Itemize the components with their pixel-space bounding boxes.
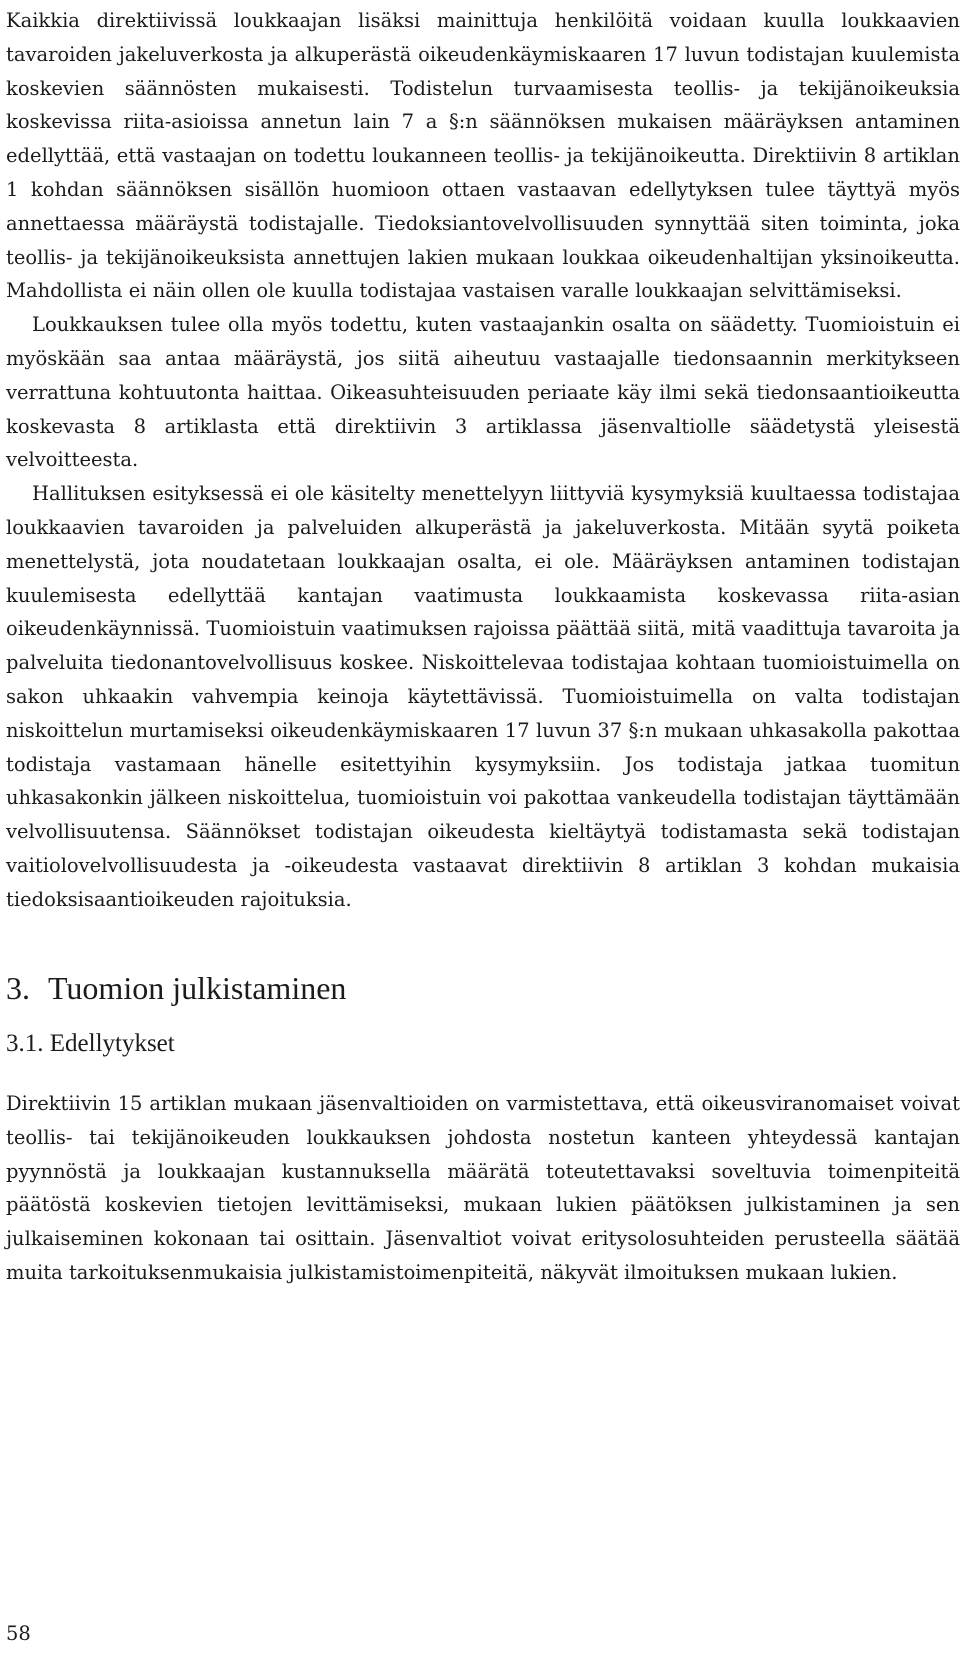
page-number: 58: [6, 1622, 31, 1645]
section-title: Tuomion julkistaminen: [48, 969, 347, 1006]
subsection-heading: [6, 1029, 960, 1059]
paragraph-article-15: Direktiivin 15 artiklan mukaan jäsenvaltioiden on varmistettava, että oikeusviranomaiset voivat teollis- tai tekijänoikeuden loukkauksen johdosta nostetun kanteen yhteydessä kantajan pyynnöstä ja loukkaajan kustannuksella määrätä toteutettavaksi soveltuvia toimenpiteitä päätöstä koskevien tietojen levittämiseksi, mukaan lukien päätöksen julkistaminen ja sen julkaiseminen kokonaan tai osittain. Jäsenvaltiot voivat eritysolosuhteiden perusteella säätää muita tarkoituksenmukaisia julkistamistoimenpiteitä, näkyvät ilmoituksen mukaan lukien.: [6, 1091, 960, 1284]
paragraph-procedure: Hallituksen esityksessä ei ole käsitelty menettelyyn liittyviä kysymyksiä kuultaessa todistajaa loukkaavien tavaroiden ja palveluiden alkuperästä ja jakeluverkosta. Mitään syytä poiketa menettelystä, jota noudatetaan loukkaajan osalta, ei ole. Määräyksen antaminen todistajan kuulemisesta edellyttää kantajan vaatimusta loukkaamista koskevassa riita-asian oikeudenkäynnissä. Tuomioistuin vaatimuksen rajoissa päättää siitä, mitä vaadittuja tavaroita ja palveluita tiedonantovelvollisuus koskee. Niskoittelevaa todistajaa kohtaan tuomioistuimella on sakon uhkaakin vahvempia keinoja käytettävissä. Tuomioistuimella on valta todistajan niskoittelun murtamiseksi oikeudenkäymiskaaren 17 luvun 37 §:n mukaan uhkasakolla pakottaa todistaja vastamaan hänelle esitettyihin kysymyksiin. Jos todistaja jatkaa tuomitun uhkasakonkin jälkeen niskoittelua, tuomioistuin voi pakottaa vankeudella todistajan täyttämään velvollisuutensa. Säännökset todistajan oikeudesta kieltäytyä todistamasta sekä todistajan vaitiolovelvollisuudesta ja -oikeudesta vastaavat direktiivin 8 artiklan 3 kohdan mukaisia tiedoksisaantioikeuden rajoituksia.: [6, 482, 960, 911]
paragraph-witness-hearing: Kaikkia direktiivissä loukkaajan lisäksi mainittuja henkilöitä voidaan kuulla loukkaavien tavaroiden jakeluverkosta ja alkuperästä oikeudenkäymiskaaren 17 luvun todistajan kuulemista koskevien säännösten mukaisesti. Todistelun turvaamisesta teollis- ja tekijänoikeuksia koskevissa riita-asioissa annetun lain 7 a §:n säännöksen mukaisen määräyksen antaminen edellyttää, että vastaajan on todettu loukanneen teollis- ja tekijänoikeutta. Direktiivin 8 artiklan 1 kohdan säännöksen sisällön huomioon ottaen vastaavan edellytyksen tulee täyttyä myös annettaessa määräystä todistajalle. Tiedoksiantovelvollisuuden synnyttää siten toiminta, joka teollis- ja tekijänoikeuksista annettujen lakien mukaan loukkaa oikeudenhaltijan yksinoikeutta. Mahdollista ei näin ollen ole kuulla todistajaa vastaisen varalle loukkaajan selvittämiseksi.: [6, 9, 960, 303]
paragraph-infringement-established: Loukkauksen tulee olla myös todettu, kuten vastaajankin osalta on säädetty. Tuomioistuin ei myöskään saa antaa määräystä, jos siitä aiheutuu vastaajalle tiedonsaannin merkitykseen verrattuna kohtuutonta haittaa. Oikeasuhteisuuden periaate käy ilmi sekä tiedonsaantioikeutta koskevasta 8 artiklasta että direktiivin 3 artiklassa jäsenvaltiolle säädetystä yleisestä velvoitteesta.: [6, 313, 960, 472]
section-heading: [6, 969, 960, 1007]
subsection-number: 3.1.: [6, 1029, 44, 1057]
section-number: 3.: [6, 969, 30, 1006]
document-page: [6, 4, 960, 1290]
subsection-title: Edellytykset: [49, 1029, 175, 1057]
